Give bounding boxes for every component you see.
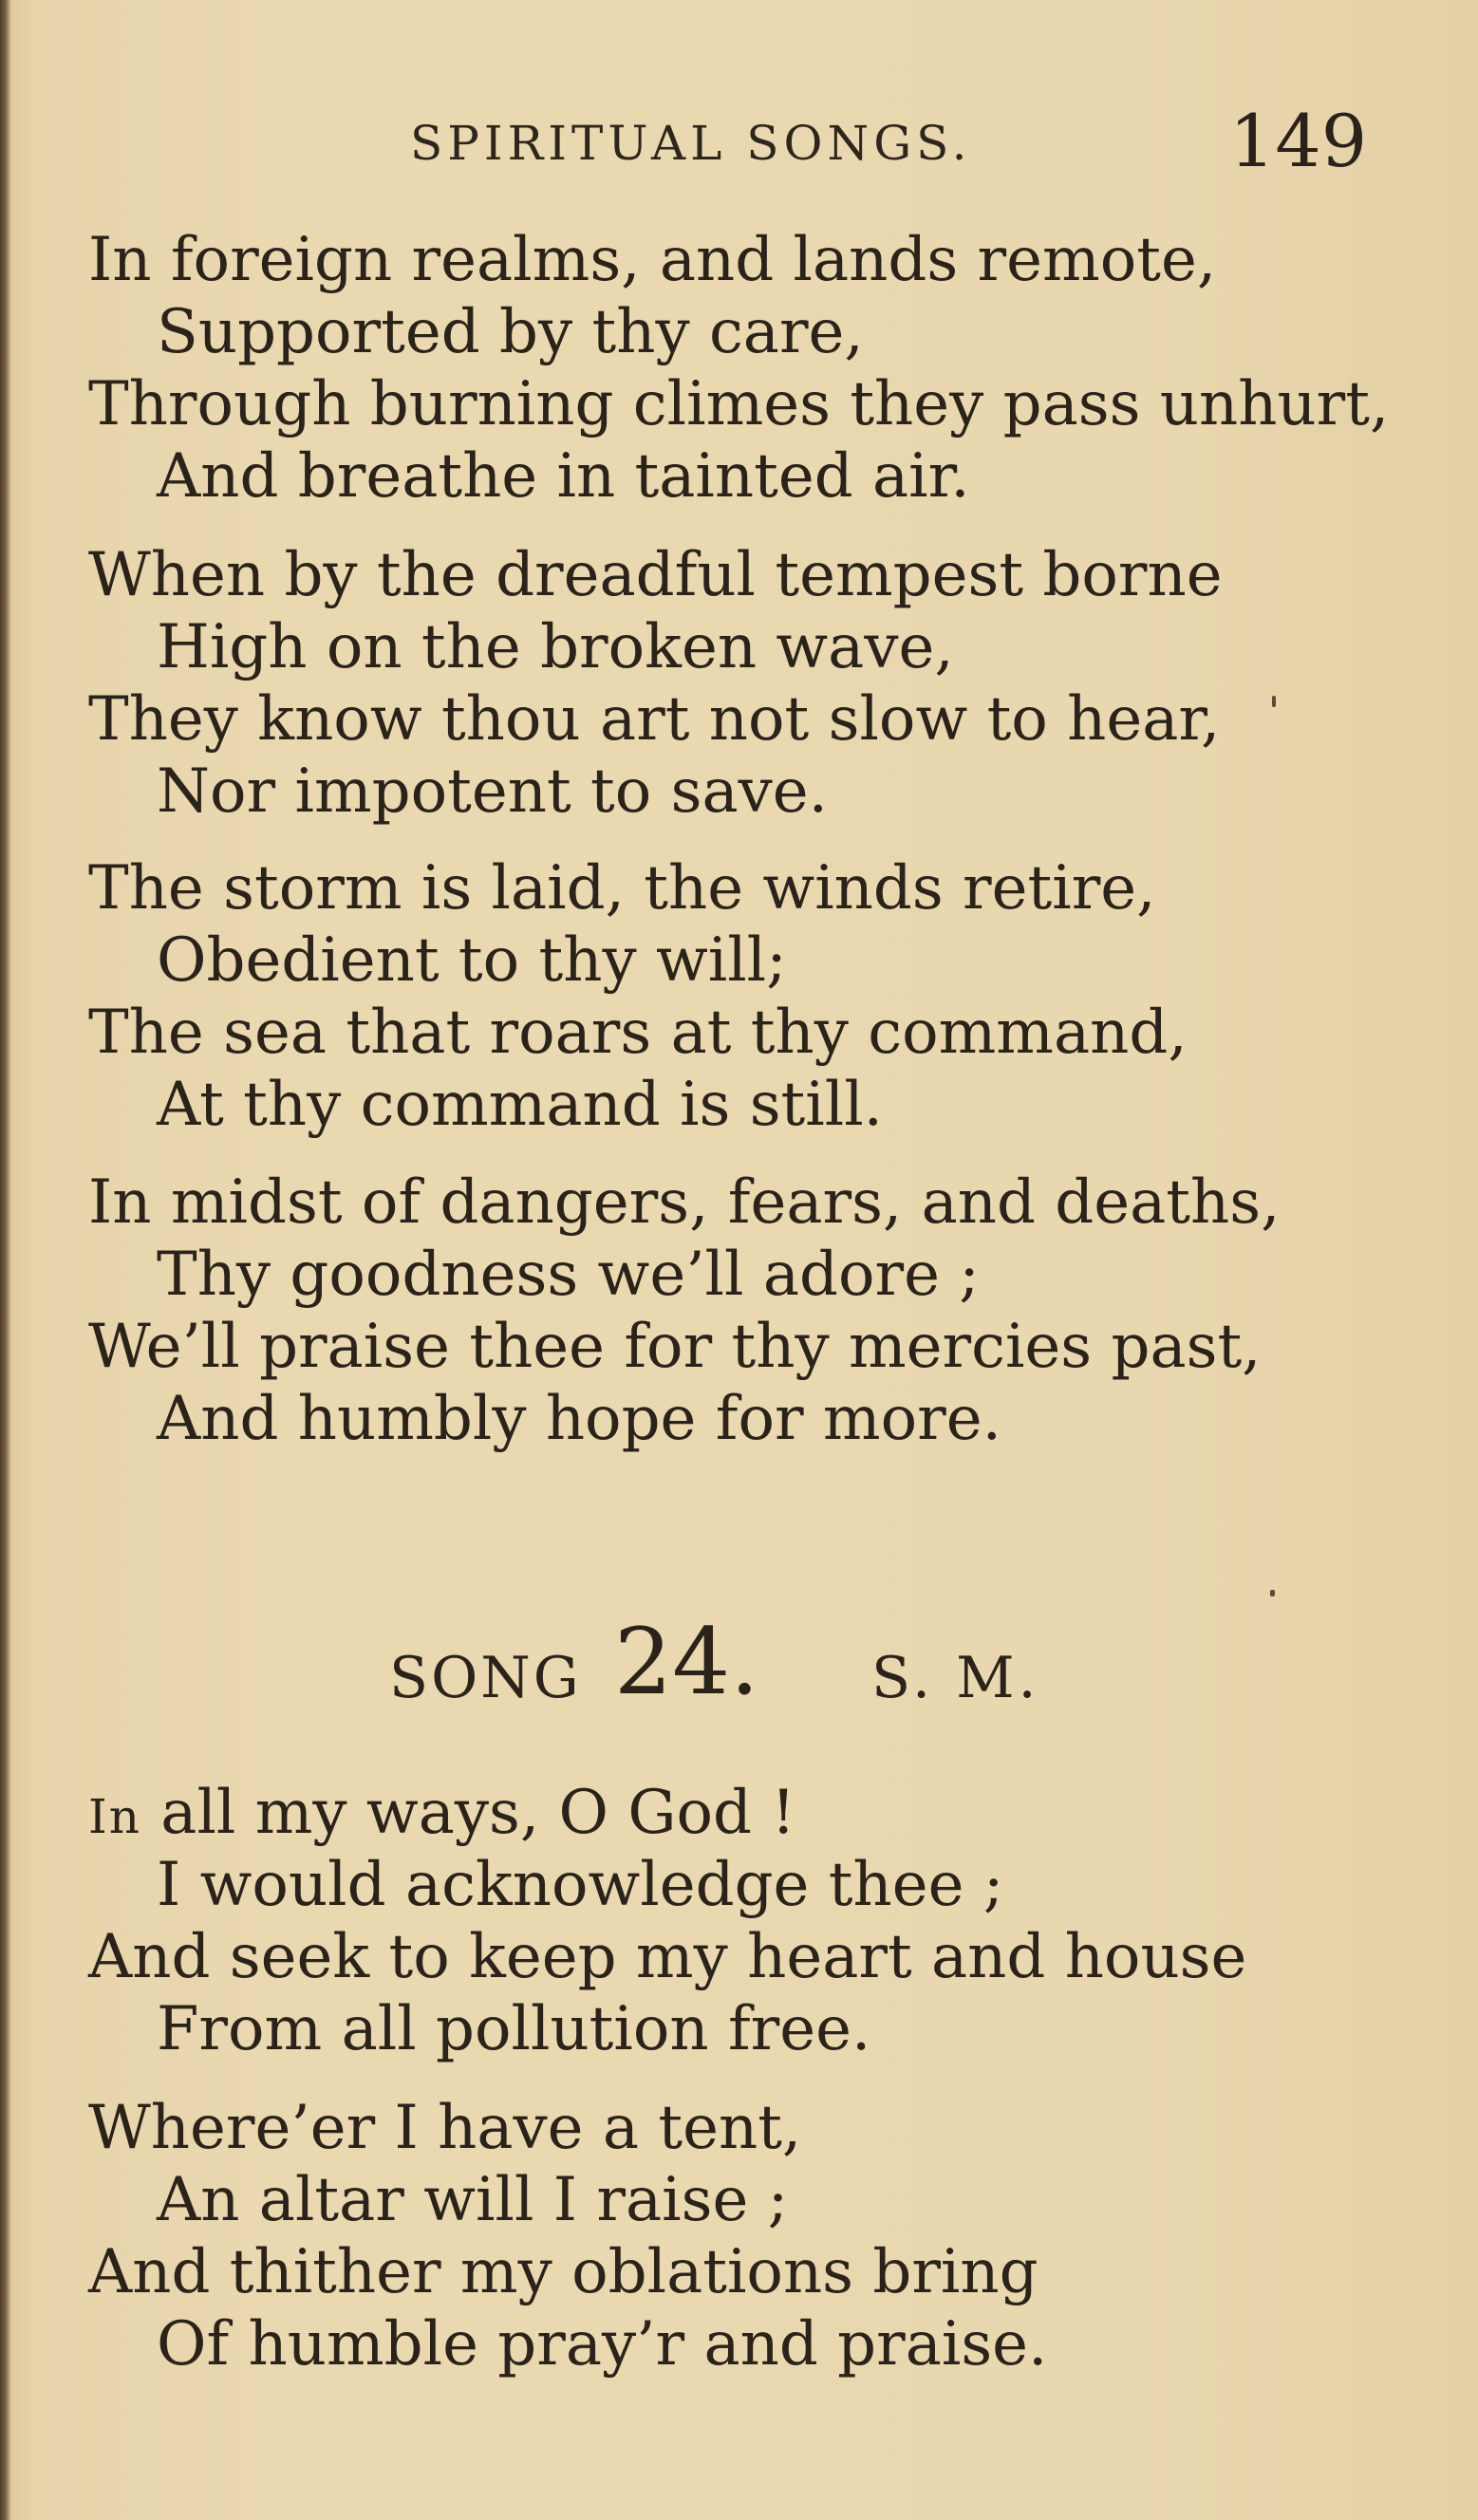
verse-line: I would acknowledge thee ; (157, 1850, 1004, 1920)
verse-line: Of humble pray’r and praise. (157, 2309, 1048, 2380)
page-header (0, 95, 1478, 183)
song-number: 24. (614, 1609, 759, 1715)
song-meter: S. M. (871, 1645, 1040, 1711)
verse-line: And seek to keep my heart and house (88, 1922, 1247, 1992)
stanza (88, 852, 1398, 1141)
verse-line: From all pollution free. (157, 1994, 871, 2064)
stanza (88, 1167, 1398, 1455)
verse-line: Obedient to thy will; (157, 925, 787, 996)
ink-speck (1270, 1590, 1275, 1596)
verse-line: And thither my oblations bring (88, 2237, 1038, 2307)
verse-line: The sea that roars at thy command, (88, 998, 1188, 1068)
initial-word-smallcaps: In (88, 1789, 141, 1844)
binding-edge (0, 0, 11, 2520)
verse-line: High on the broken wave, (157, 612, 954, 682)
stanza (88, 1777, 1398, 2065)
verse-line: In midst of dangers, fears, and deaths, (88, 1167, 1281, 1238)
verse-line: We’ll praise thee for thy mercies past, (88, 1312, 1262, 1382)
verse-line: They know thou art not slow to hear, (88, 684, 1221, 755)
verse-line: In foreign realms, and lands remote, (88, 225, 1217, 295)
verse-line: The storm is laid, the winds retire, (88, 853, 1156, 924)
ink-speck (1272, 696, 1276, 707)
first-line-rest: all my ways, O God ! (140, 1778, 796, 1848)
song-label: SONG (389, 1645, 582, 1711)
stanza (88, 224, 1398, 513)
verse-line: Thy goodness we’ll adore ; (157, 1240, 980, 1310)
verse-line: When by the dreadful tempest borne (88, 540, 1223, 610)
verse-line: Supported by thy care, (157, 297, 864, 367)
stanza (88, 539, 1398, 828)
verse-line: And humbly hope for more. (157, 1384, 1001, 1454)
verse-line: At thy command is still. (157, 1070, 883, 1140)
running-head: SPIRITUAL SONGS. (410, 116, 972, 171)
song-heading (0, 1609, 1478, 1713)
verse-line: And breathe in tainted air. (157, 441, 970, 512)
verse-line: Through burning climes they pass unhurt, (88, 369, 1390, 439)
stanza (88, 2092, 1398, 2380)
page-number: 149 (1229, 99, 1368, 183)
verse-line (88, 1777, 1398, 1849)
verse-line: An altar will I raise ; (157, 2165, 789, 2235)
verse-line: Where’er I have a tent, (88, 2093, 802, 2163)
verse-line: Nor impotent to save. (157, 756, 828, 827)
